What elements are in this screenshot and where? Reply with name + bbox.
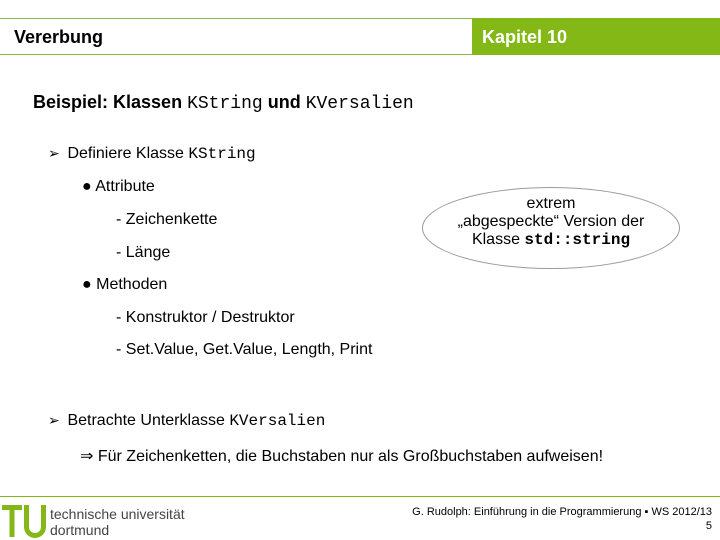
title-class-kversalien: KVersalien [305, 94, 414, 114]
university-name [50, 506, 185, 538]
chapter-label: Kapitel 10 [482, 27, 568, 47]
implies-icon: ⇒ [80, 448, 94, 465]
footer-credit [412, 505, 712, 533]
arrow-bullet-icon: ➢ [48, 145, 60, 161]
callout-text [422, 195, 680, 249]
methods-item [82, 276, 167, 294]
title-mid: und [262, 92, 306, 112]
callout-line1: extrem [526, 195, 576, 212]
attributes-item [82, 178, 155, 196]
consider-prefix: Betrachte Unterklasse [67, 412, 230, 429]
define-class: KString [188, 145, 256, 163]
footer-divider [0, 496, 720, 497]
dot-bullet-icon: ● [82, 276, 92, 293]
callout-line2: „abgespeckte“ Version der [457, 213, 645, 230]
attribute-string: - Zeichenkette [116, 211, 218, 228]
section-title: Vererbung [14, 27, 104, 47]
callout-code: std::string [524, 231, 631, 249]
define-item [48, 145, 256, 163]
slide-title [33, 92, 414, 114]
methods-label: Methoden [96, 276, 168, 293]
method-constructor: - Konstruktor / Destruktor [116, 309, 295, 326]
consider-item [48, 412, 325, 430]
consider-class: KVersalien [229, 412, 326, 430]
callout-line3 [422, 231, 680, 249]
implication-text: Für Zeichenketten, die Buchstaben nur als Großbuchstaben aufweisen! [97, 448, 604, 465]
define-prefix: Definiere Klasse [67, 145, 189, 162]
attributes-label: Attribute [95, 178, 155, 195]
title-prefix: Beispiel: Klassen [33, 92, 188, 112]
page-number: 5 [705, 520, 712, 532]
credit-text: G. Rudolph: Einführung in die Programmierung ▪ WS 2012/13 [412, 506, 712, 518]
implication-item [80, 446, 603, 466]
arrow-bullet-icon: ➢ [48, 412, 60, 428]
university-line1: technische universität [50, 506, 185, 522]
callout-line3-prefix: Klasse [471, 231, 525, 248]
title-class-kstring: KString [187, 94, 263, 114]
method-accessors: - Set.Value, Get.Value, Length, Print [116, 341, 373, 358]
attribute-length: - Länge [116, 244, 171, 261]
dot-bullet-icon: ● [82, 178, 92, 195]
tu-logo-icon [2, 503, 46, 539]
university-line2: dortmund [50, 522, 110, 538]
